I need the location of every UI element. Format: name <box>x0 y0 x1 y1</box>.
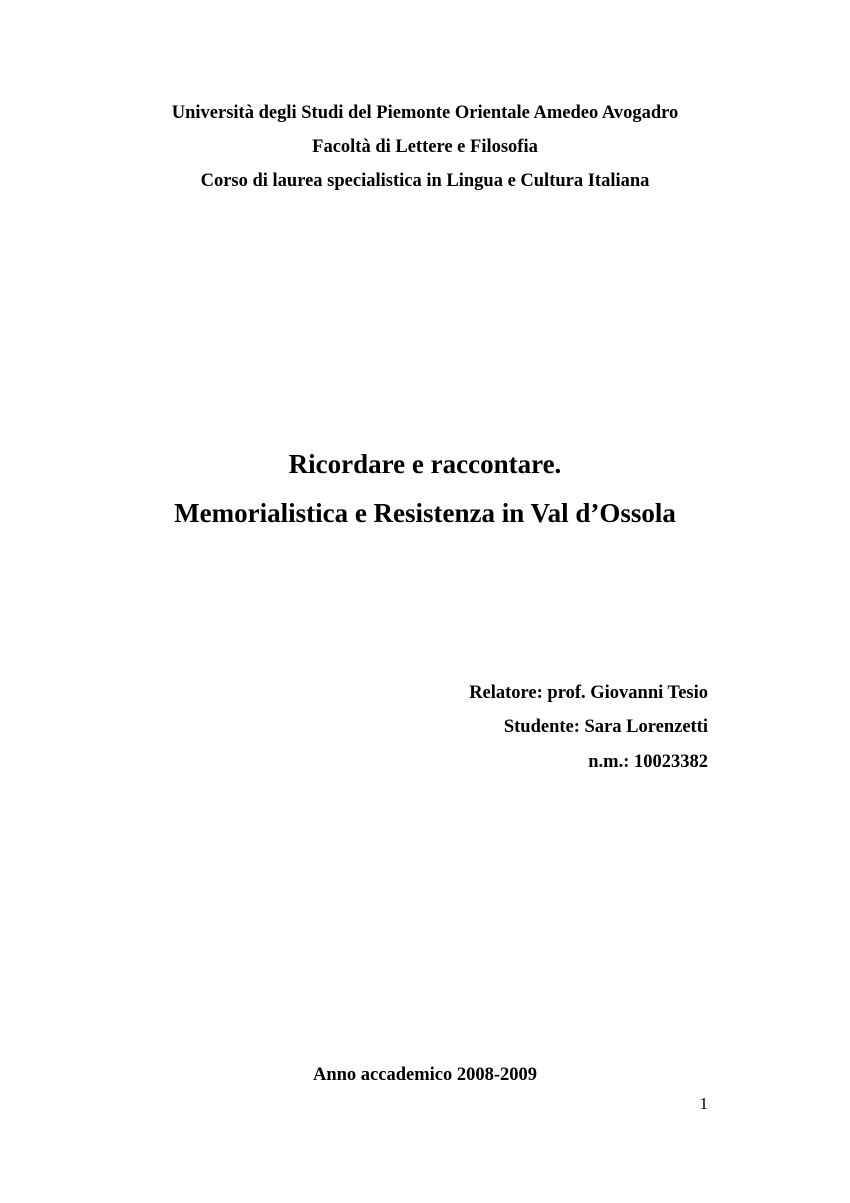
student-number-line: n.m.: 10023382 <box>588 752 708 772</box>
supervisor-line: Relatore: prof. Giovanni Tesio <box>469 683 708 703</box>
thesis-title: Ricordare e raccontare. <box>288 449 562 479</box>
course-name: Corso di laurea specialistica in Lingua e Cultura Italiana <box>200 171 650 191</box>
university-name: Università degli Studi del Piemonte Orientale Amedeo Avogadro <box>171 103 679 123</box>
academic-year: Anno accademico 2008-2009 <box>312 1065 538 1085</box>
page-number: 1 <box>699 1094 708 1113</box>
student-line: Studente: Sara Lorenzetti <box>503 717 708 737</box>
thesis-subtitle: Memorialistica e Resistenza in Val d’Ossola <box>174 498 676 528</box>
faculty-name: Facoltà di Lettere e Filosofia <box>312 137 538 157</box>
